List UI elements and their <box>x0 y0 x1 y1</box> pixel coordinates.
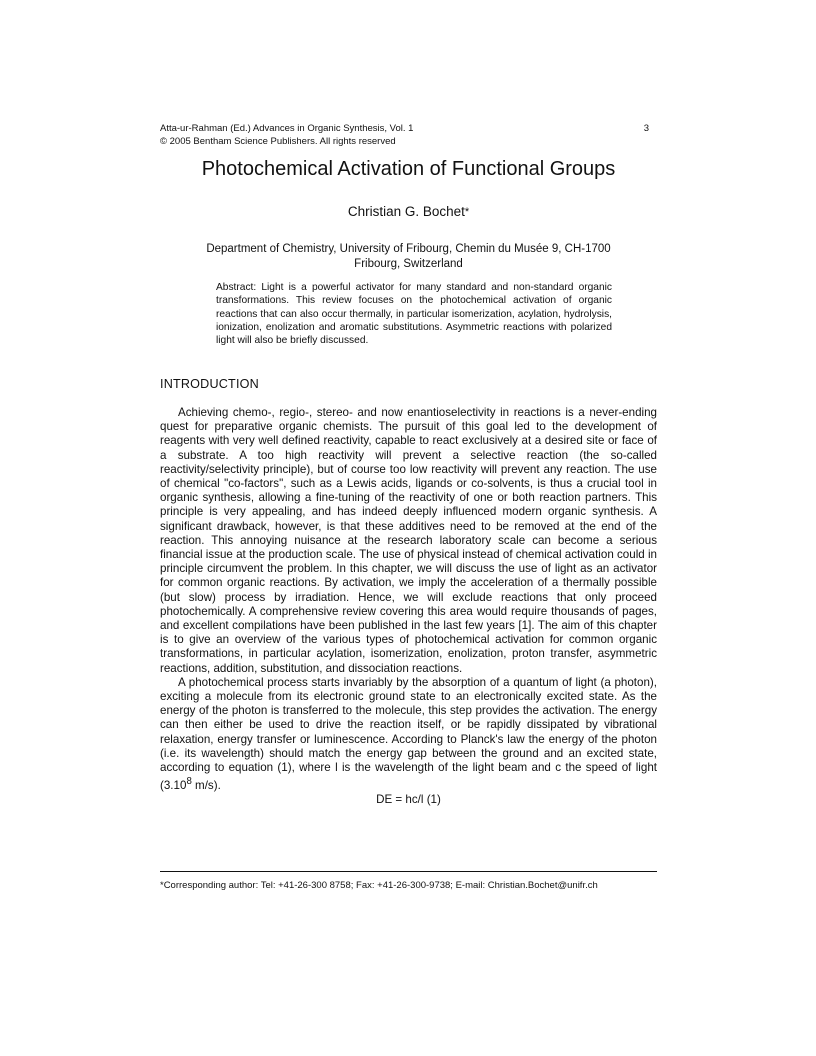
corresponding-author-marker: * <box>464 206 470 218</box>
author-name: Christian G. Bochet <box>347 204 465 219</box>
citation-line: Atta-ur-Rahman (Ed.) Advances in Organic Synthesis, Vol. 1 <box>160 123 414 134</box>
paragraph-1: Achieving chemo-, regio-, stereo- and now enantioselectivity in reactions is a never-ending quest for preparative organic chemists. The pursuit of this goal led to the development of reagents with very well defined reactivity, capable to react exclusively at a desired site or face of a substrate. A too high reactivity will prevent a selective reaction (the so-called reactivity/selectivity principle), but of course too low reactivity will prevent any reaction. The use of chemical "co-factors", such as a Lewis acids, ligands or co-solvents, is thus a crucial tool in organic synthesis, allowing a fine-tuning of the reactivity of one or both reaction partners. This principle is very appealing, and has indeed deeply influenced modern organic synthesis. A significant drawback, however, is that these additives need to be removed at the end of the reaction. This annoying nuisance at the research laboratory scale can become a serious financial issue at the production scale. The use of physical instead of chemical activation could in principle circumvent the problem. In this chapter, we will discuss the use of light as an activator for common organic reactions. By activation, we imply the acceleration of a thermally possible (but slow) process by irradiation. Hence, we will exclude reactions that only proceed photochemically. A comprehensive review covering this area would require thousands of pages, and excellent compilations have been published in the last few years [1]. The aim of this chapter is to give an overview of the various types of photochemical activation for common organic transformations, in particular acylation, isomerization, enolization, proton transfer, asymmetric reactions, addition, substitution, and dissociation reactions. <box>160 406 657 675</box>
paragraph-2-tail: m/s). <box>191 779 221 793</box>
paragraph-2-text: A photochemical process starts invariably by the absorption of a quantum of light (a photon), exciting a molecule from its electronic ground state to an electronically excited state. As the energy of the photon is transferred to the molecule, this step provides the activation. The energy can then either be used to drive the reaction itself, or be rapidly dissipated by vibrational relaxation, energy transfer or luminescence. According to Planck's law the energy of the photon (i.e. its wavelength) should match the energy gap between the ground and an excited state, according to equation (1), where l is the wavelength of the light beam and c the speed of light (3.10 <box>160 675 657 793</box>
footnote-divider <box>160 871 657 872</box>
equation-1: DE = hc/l (1) <box>376 793 441 807</box>
copyright-line: © 2005 Bentham Science Publishers. All rights reserved <box>160 135 396 147</box>
paper-title: Photochemical Activation of Functional Groups <box>201 158 616 180</box>
exponent: 8 <box>186 776 192 788</box>
footnote: *Corresponding author: Tel: +41-26-300 8758; Fax: +41-26-300-9738; E-mail: Christian.Bochet@unifr.ch <box>160 880 598 891</box>
paragraph-2 <box>160 676 657 793</box>
running-header <box>160 123 657 148</box>
affiliation-line-2: Fribourg, Switzerland <box>354 258 463 270</box>
affiliation <box>160 242 657 272</box>
affiliation-line-1: Department of Chemistry, University of Fribourg, Chemin du Musée 9, CH-1700 <box>206 243 611 255</box>
page-number: 3 <box>643 123 649 134</box>
section-heading: INTRODUCTION <box>160 377 259 391</box>
body-text <box>160 406 657 808</box>
abstract: Abstract: Light is a powerful activator for many standard and non-standard organic transformations. This review focuses on the photochemical activation of organic reactions that can also occur thermally, in particular isomerization, acylation, hydrolysis, ionization, enolization and aromatic substitutions. Asymmetric reactions with polarized light will also be briefly discussed. <box>216 282 612 347</box>
author-line <box>160 204 657 219</box>
